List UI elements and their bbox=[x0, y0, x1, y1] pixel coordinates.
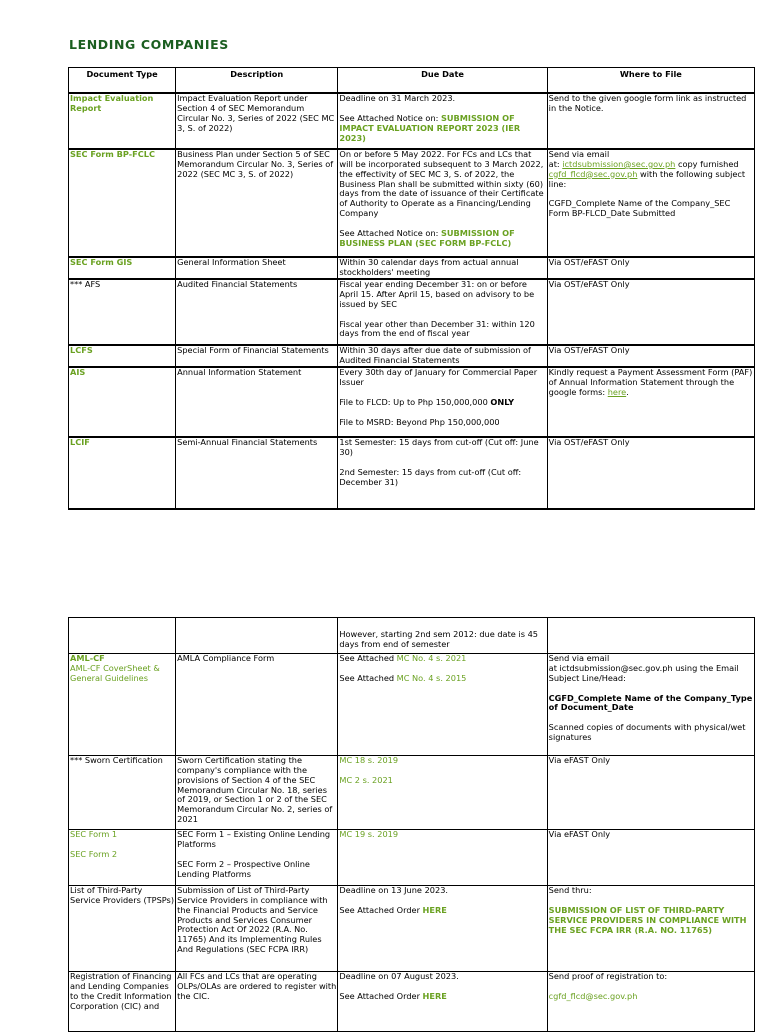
doc-type-sworn: *** Sworn Certification bbox=[70, 755, 163, 765]
file-aml-2: at ictdsubmission@sec.gov.ph using the Email Subject Line/Head: bbox=[548, 662, 739, 683]
doc-type-lcfs: LCFS bbox=[70, 345, 93, 355]
file-bp-subject: CGFD_Complete Name of the Company_SEC Form BP-FLCD_Date Submitted bbox=[548, 198, 731, 219]
header-description: Description bbox=[176, 68, 338, 94]
see-attached-text: See Attached bbox=[339, 672, 397, 683]
table-row bbox=[69, 437, 755, 509]
table-row bbox=[69, 257, 755, 279]
header-document-type: Document Type bbox=[69, 68, 176, 94]
mc-4-2015-link[interactable]: MC No. 4 s. 2015 bbox=[396, 672, 467, 683]
mc-18-2019-link[interactable]: MC 18 s. 2019 bbox=[339, 755, 399, 765]
desc-aml: AMLA Compliance Form bbox=[177, 653, 275, 663]
table-row bbox=[69, 618, 755, 654]
file-bp-1: Send via email bbox=[548, 149, 610, 159]
doc-type-gis: SEC Form GIS bbox=[70, 257, 133, 267]
table-row bbox=[69, 279, 755, 345]
desc-ier: Impact Evaluation Report under Section 4 of SEC Memorandum Circular No. 3, Series of 2022 (SEC MC 3, S. of 2022) bbox=[177, 93, 335, 133]
doc-type-bp: SEC Form BP-FCLC bbox=[70, 149, 155, 159]
file-ais-period: . bbox=[626, 386, 629, 397]
desc-form-2: SEC Form 2 – Prospective Online Lending Platforms bbox=[177, 858, 310, 879]
due-ier: Deadline on 31 March 2023. bbox=[339, 93, 456, 103]
due-cic: Deadline on 07 August 2023. bbox=[339, 971, 459, 981]
bp-notice-link[interactable]: SUBMISSION OF BUSINESS PLAN (SEC FORM BP-FCLC) bbox=[339, 227, 515, 248]
table-header-row bbox=[69, 68, 755, 94]
doc-type-tpsp: List of Third-Party Service Providers (TPSPs) bbox=[70, 885, 175, 905]
mc-19-2019-link[interactable]: MC 19 s. 2019 bbox=[339, 829, 399, 839]
ais-google-form-link[interactable]: here bbox=[607, 386, 627, 397]
see-order-text: See Attached Order bbox=[339, 904, 423, 915]
file-cic-1: Send proof of registration to: bbox=[548, 971, 668, 981]
file-gis: Via OST/eFAST Only bbox=[548, 257, 630, 267]
due-bp: On or before 5 May 2022. For FCs and LCs that will be incorporated subsequent to 3 March 2022, the effectivity of SEC MC 3, S. of 2022, the Business Plan shall be submitted within sixty (60) days from the date of issuance of their Certificate of Authority to Operate as a Financing/Lending Company bbox=[339, 149, 544, 219]
file-aml-subject: CGFD_Complete Name of the Company_Type of Document_Date bbox=[548, 692, 753, 713]
due-afs-1: Fiscal year ending December 31: on or before April 15. After April 15, based on advisory to be issued by SEC bbox=[339, 279, 535, 309]
requirements-table-page-2 bbox=[68, 617, 755, 1032]
header-due-date: Due Date bbox=[338, 68, 547, 94]
sec-form-1-link[interactable]: SEC Form 1 bbox=[70, 829, 118, 839]
cgfd-flcd-email-link[interactable]: cgfd_flcd@sec.gov.ph bbox=[548, 990, 638, 1001]
mc-4-2021-link[interactable]: MC No. 4 s. 2021 bbox=[396, 653, 467, 663]
doc-type-ais: AIS bbox=[70, 367, 86, 377]
desc-ais: Annual Information Statement bbox=[177, 367, 302, 377]
see-notice-text: See Attached Notice on: bbox=[339, 227, 441, 238]
table-row bbox=[69, 972, 755, 1032]
doc-type-cic: Registration of Financing and Lending Companies to the Credit Information Corporation (CIC) and bbox=[70, 971, 172, 1011]
table-row bbox=[69, 93, 755, 149]
file-afs: Via OST/eFAST Only bbox=[548, 279, 630, 289]
due-gis: Within 30 calendar days from actual annual stockholders' meeting bbox=[339, 257, 519, 277]
file-sworn: Via eFAST Only bbox=[548, 755, 611, 765]
desc-tpsp: Submission of List of Third-Party Service Providers in compliance with the Financial Products and Service Products and Services Consumer Protection Act Of 2022 (R.A. No. 11765) And its Implementing Rules And Regulations (SEC FCPA IRR) bbox=[177, 885, 328, 955]
ier-notice-link[interactable]: SUBMISSION OF IMPACT EVALUATION REPORT 2023 (IER 2023) bbox=[339, 112, 521, 143]
sec-form-2-link[interactable]: SEC Form 2 bbox=[70, 848, 118, 859]
due-ais-1: Every 30th day of January for Commercial Paper Issuer bbox=[339, 367, 538, 387]
mc-2-2021-link[interactable]: MC 2 s. 2021 bbox=[339, 774, 393, 785]
doc-type-lcif: LCIF bbox=[70, 437, 90, 447]
see-order-text: See Attached Order bbox=[339, 990, 423, 1001]
table-row bbox=[69, 654, 755, 756]
table-row bbox=[69, 886, 755, 972]
header-where-to-file: Where to File bbox=[547, 68, 754, 94]
see-attached-text: See Attached bbox=[339, 653, 397, 663]
see-notice-text: See Attached Notice on: bbox=[339, 112, 441, 123]
ictd-email-link[interactable]: ictdsubmission@sec.gov.ph bbox=[562, 158, 676, 169]
desc-form-1: SEC Form 1 – Existing Online Lending Platforms bbox=[177, 829, 331, 849]
table-row bbox=[69, 756, 755, 830]
file-lcif: Via OST/eFAST Only bbox=[548, 437, 630, 447]
due-ais-3: File to MSRD: Beyond Php 150,000,000 bbox=[339, 416, 500, 427]
desc-afs: Audited Financial Statements bbox=[177, 279, 298, 289]
file-aml-1: Send via email bbox=[548, 653, 610, 663]
table-row bbox=[69, 345, 755, 367]
aml-coversheet-link[interactable]: AML-CF CoverSheet & General Guidelines bbox=[70, 662, 160, 683]
table-row bbox=[69, 149, 755, 257]
table-row bbox=[69, 830, 755, 886]
due-lcif-continued: However, starting 2nd sem 2012: due date is 45 days from end of semester bbox=[339, 629, 538, 649]
due-ais-2: File to FLCD: Up to Php 150,000,000 bbox=[339, 396, 491, 407]
desc-sworn: Sworn Certification stating the company's compliance with the provisions of Section 4 of the SEC Memorandum Circular No. 18, series of 2019, or Section 1 or 2 of the SEC Memorandum Circular No. 2, series of 2021 bbox=[177, 755, 333, 825]
desc-lcfs: Special Form of Financial Statements bbox=[177, 345, 329, 355]
file-form-1: Via eFAST Only bbox=[548, 829, 611, 839]
file-bp-mid: copy furnished bbox=[675, 158, 739, 169]
tpsp-submission-link[interactable]: SUBMISSION OF LIST OF THIRD-PARTY SERVICE PROVIDERS IN COMPLIANCE WITH THE SEC FCPA IRR (R.A. NO. 11765) bbox=[548, 904, 747, 935]
due-lcfs: Within 30 days after due date of submission of Audited Financial Statements bbox=[339, 345, 531, 365]
doc-type-aml: AML-CF bbox=[70, 653, 105, 663]
file-ais: Kindly request a Payment Assessment Form (PAF) of Annual Information Statement through the google forms: bbox=[548, 367, 753, 397]
due-lcif-2: 2nd Semester: 15 days from cut-off (Cut off: December 31) bbox=[339, 466, 522, 487]
doc-type-afs: *** AFS bbox=[70, 279, 101, 289]
file-bp-post: with the following subject line: bbox=[548, 168, 746, 189]
table-row bbox=[69, 367, 755, 437]
file-aml-4: Scanned copies of documents with physical/wet signatures bbox=[548, 722, 746, 743]
requirements-table-page-1 bbox=[68, 67, 755, 510]
desc-bp: Business Plan under Section 5 of SEC Memorandum Circular No. 3, Series of 2022 (SEC MC 3, S. of 2022) bbox=[177, 149, 334, 179]
flcd-email-link[interactable]: cgfd_flcd@sec.gov.ph bbox=[548, 168, 638, 179]
file-ier: Send to the given google form link as instructed in the Notice. bbox=[548, 93, 747, 113]
file-tpsp-1: Send thru: bbox=[548, 885, 592, 895]
desc-gis: General Information Sheet bbox=[177, 257, 286, 267]
cic-order-link[interactable]: HERE bbox=[422, 990, 447, 1001]
file-bp-at: at: bbox=[548, 158, 563, 169]
due-lcif-1: 1st Semester: 15 days from cut-off (Cut off: June 30) bbox=[339, 437, 539, 457]
due-afs-2: Fiscal year other than December 31: within 120 days from the end of fiscal year bbox=[339, 318, 535, 339]
tpsp-order-link[interactable]: HERE bbox=[422, 904, 447, 915]
due-tpsp: Deadline on 13 June 2023. bbox=[339, 885, 449, 895]
page-title: LENDING COMPANIES bbox=[69, 37, 229, 52]
doc-type-ier: Impact Evaluation Report bbox=[70, 93, 154, 113]
desc-cic: All FCs and LCs that are operating OLPs/OLAs are ordered to register with the CIC. bbox=[177, 971, 337, 1001]
desc-lcif: Semi-Annual Financial Statements bbox=[177, 437, 318, 447]
due-ais-only: ONLY bbox=[490, 396, 515, 407]
file-lcfs: Via OST/eFAST Only bbox=[548, 345, 630, 355]
